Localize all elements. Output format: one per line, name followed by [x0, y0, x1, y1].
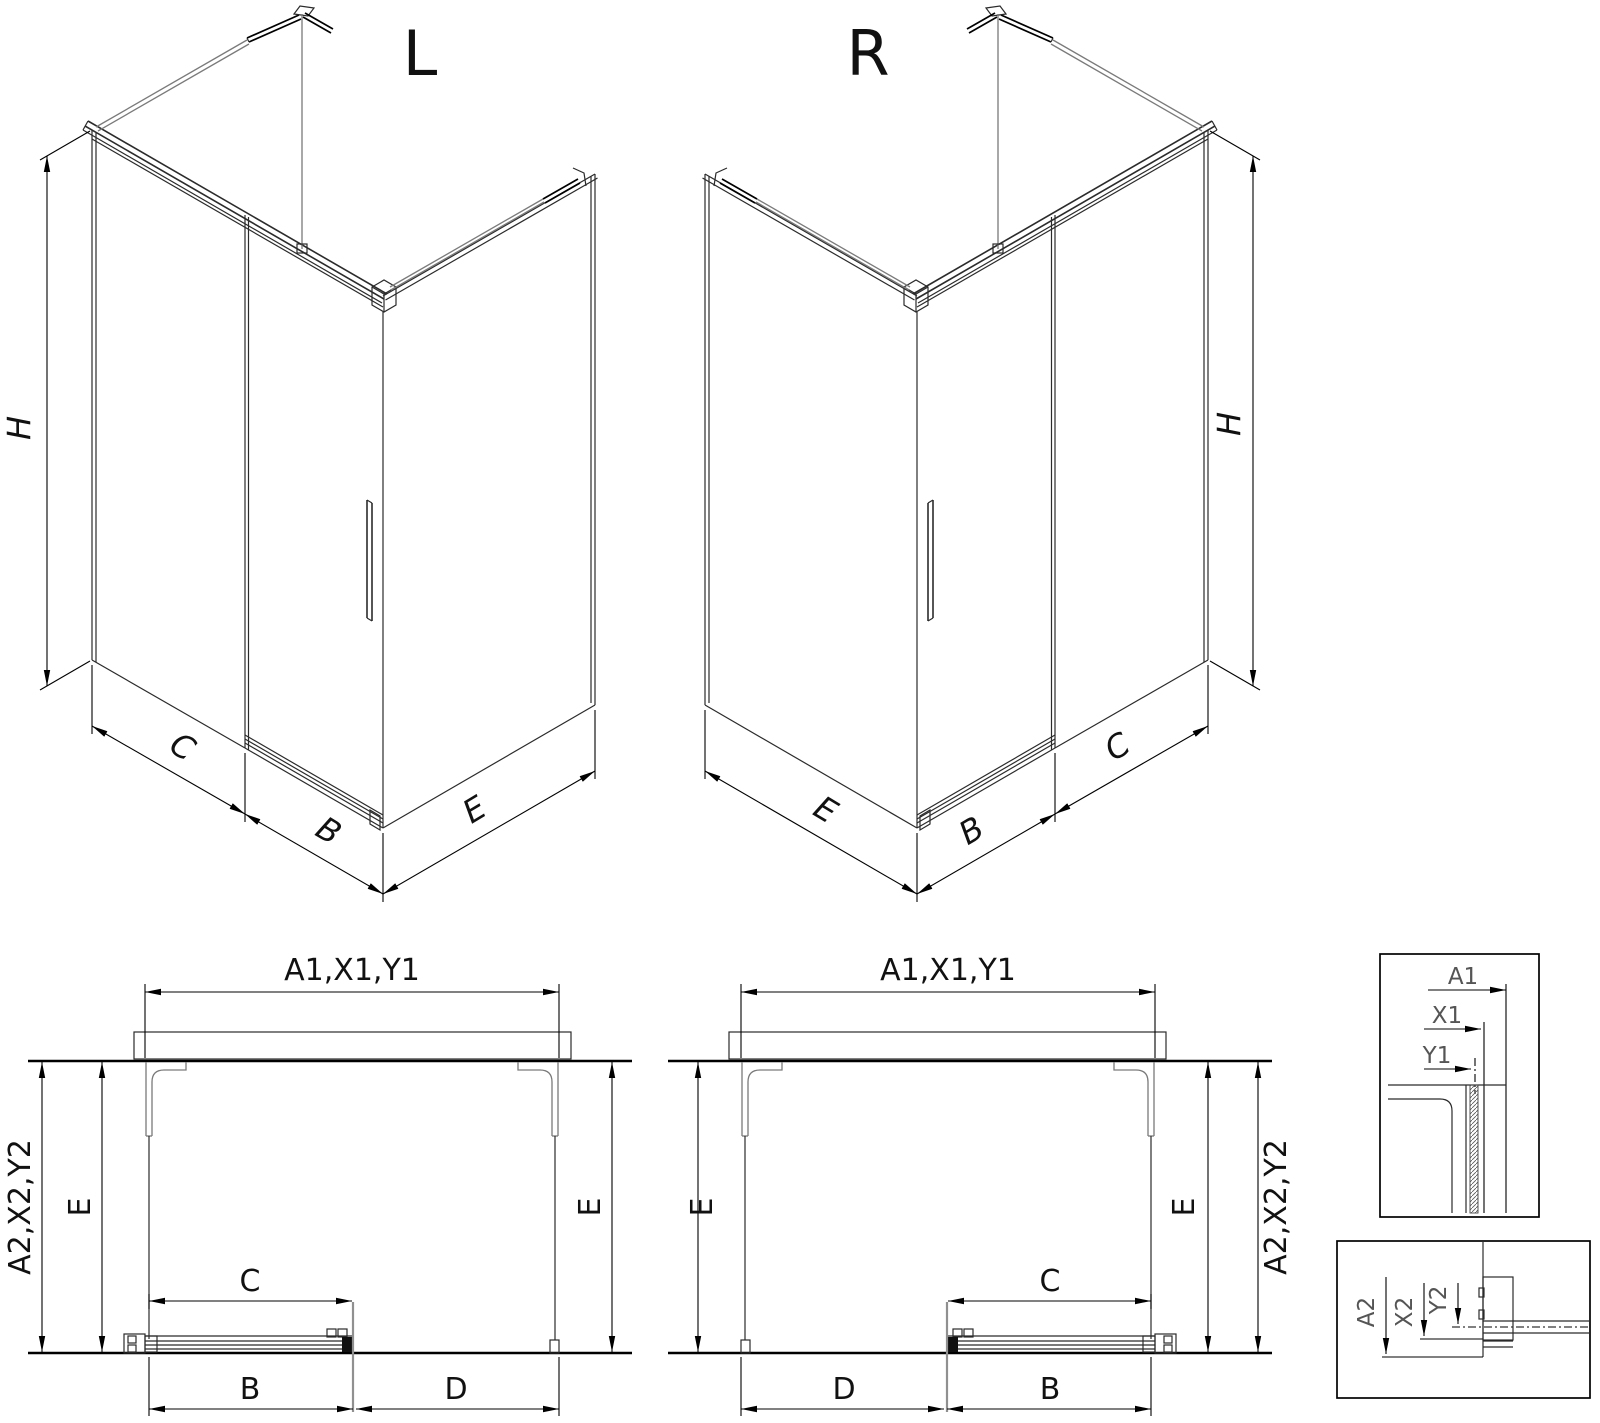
plan-right-opening-label: C — [1039, 1264, 1061, 1299]
iso-view-right — [703, 6, 1261, 902]
dim-return-right: E — [807, 788, 845, 832]
dim-fixed-right: C — [1097, 724, 1137, 769]
plan-right-depth-label-b: E — [1167, 1197, 1202, 1217]
detail2-y2-label: Y2 — [1426, 1285, 1452, 1315]
plan-left-width-label: A1,X1,Y1 — [284, 953, 420, 988]
plan-left-passage-label: D — [444, 1372, 468, 1407]
plan-right-door-label: B — [1039, 1372, 1061, 1407]
dim-height-right: H — [1210, 411, 1248, 437]
plan-right-width-label: A1,X1,Y1 — [880, 953, 1016, 988]
plan-left-vertical-dimensions — [42, 1062, 612, 1352]
plan-view-left — [28, 984, 632, 1416]
plan-left-opening-label: C — [239, 1264, 261, 1299]
detail2-x2-label: X2 — [1392, 1296, 1418, 1328]
detail1-x1-label: X1 — [1431, 1003, 1463, 1029]
wall-hatch-left-plan — [134, 1032, 571, 1059]
dim-return-left: E — [455, 788, 493, 832]
dim-door-right: B — [952, 808, 991, 853]
detail2-a2-label: A2 — [1354, 1296, 1380, 1328]
plan-left-depth-label-a: E — [63, 1197, 98, 1217]
plan-right-depth-label-a: E — [685, 1197, 720, 1217]
iso-view-left — [40, 6, 598, 902]
wall-hatch-right-plan — [729, 1032, 1166, 1059]
detail1-a1-label: A1 — [1447, 964, 1479, 990]
dim-fixed-left: C — [163, 724, 203, 769]
detail-box-top-offsets — [1380, 954, 1539, 1217]
dim-height-left: H — [0, 415, 38, 441]
plan-right-passage-label: D — [832, 1372, 856, 1407]
detail1-y1-label: Y1 — [1422, 1043, 1452, 1069]
plan-left-depth-label-b: E — [573, 1197, 608, 1217]
profile-section — [1483, 1277, 1513, 1340]
variant-label-right: R — [846, 17, 890, 90]
plan-left-door-label: B — [239, 1372, 261, 1407]
plan-left-side-label: A2,X2,Y2 — [3, 1139, 38, 1275]
dim-door-left: B — [309, 808, 348, 853]
variant-label-left: L — [402, 17, 438, 90]
glass-section-hatch — [1470, 1085, 1478, 1213]
plan-right-side-label: A2,X2,Y2 — [1259, 1139, 1294, 1275]
